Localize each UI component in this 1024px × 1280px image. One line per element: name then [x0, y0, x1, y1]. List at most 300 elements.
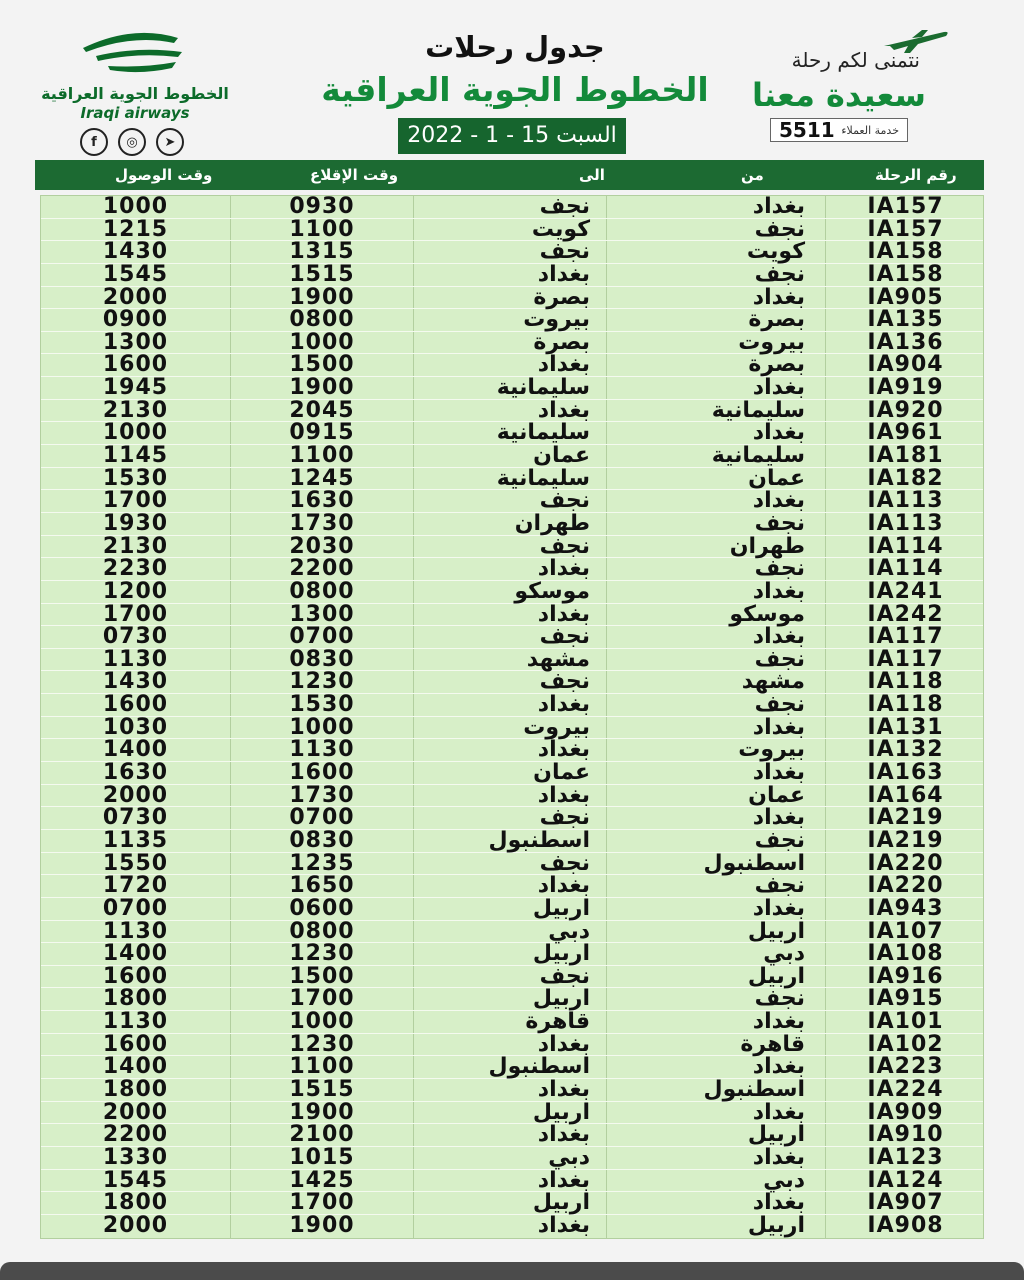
destination: اربيل: [532, 1190, 590, 1216]
origin: بغداد: [752, 1009, 805, 1035]
departure-time: 1730: [289, 510, 355, 536]
arrival-time: 1400: [102, 941, 169, 967]
table-row: [41, 850, 983, 876]
arrival-time: 2000: [102, 1099, 169, 1125]
destination: موسكو: [514, 578, 590, 604]
arrival-time: 2130: [102, 397, 169, 423]
origin: نجف: [754, 510, 805, 536]
destination: بغداد: [537, 873, 590, 899]
destination: بغداد: [537, 601, 590, 627]
table-row: [41, 1167, 983, 1193]
brand-name-english: Iraqi airways: [80, 104, 190, 122]
destination: بغداد: [537, 556, 590, 582]
flight-number: IA118: [867, 692, 944, 718]
origin: نجف: [754, 556, 805, 582]
table-row: [41, 762, 983, 785]
destination: نجف: [539, 805, 590, 831]
destination: اربيل: [532, 1099, 590, 1125]
flight-number: IA224: [867, 1076, 944, 1102]
flight-number: IA158: [867, 239, 944, 265]
arrival-time: 1600: [102, 963, 169, 989]
arrival-time: 1600: [102, 692, 169, 718]
origin: نجف: [754, 216, 805, 242]
arrival-time: 1630: [102, 760, 169, 786]
flight-number: IA158: [867, 261, 944, 287]
departure-time: 1900: [289, 1099, 355, 1125]
flight-number: IA157: [867, 216, 944, 242]
flight-number: IA909: [867, 1099, 944, 1125]
arrival-time: 1720: [102, 873, 169, 899]
origin: بغداد: [752, 1190, 805, 1216]
arrival-time: 1400: [102, 1054, 169, 1080]
departure-time: 1600: [289, 760, 355, 786]
destination: بصرة: [533, 329, 590, 355]
destination: بغداد: [537, 261, 590, 287]
destination: نجف: [539, 488, 590, 514]
departure-time: 0800: [289, 307, 355, 333]
destination: بغداد: [537, 1212, 590, 1238]
departure-time: 1100: [289, 216, 355, 242]
destination: نجف: [539, 850, 590, 876]
departure-time: 1130: [289, 737, 355, 763]
origin: عمان: [748, 465, 805, 491]
arrival-time: 1700: [102, 488, 169, 514]
departure-time: 0700: [289, 624, 355, 650]
flight-number: IA181: [867, 443, 944, 469]
header: [0, 0, 1024, 160]
arrival-time: 2000: [102, 284, 169, 310]
table-row: [41, 671, 983, 694]
origin: طهران: [729, 533, 805, 559]
departure-time: 0700: [289, 805, 355, 831]
flight-table: [40, 195, 984, 1239]
destination: بيروت: [523, 307, 590, 333]
departure-time: 1700: [289, 1190, 355, 1216]
destination: بغداد: [537, 1167, 590, 1193]
table-row: [41, 895, 983, 921]
flight-number: IA124: [867, 1167, 944, 1193]
flight-number: IA219: [867, 827, 944, 853]
table-row: [41, 827, 983, 853]
flight-number: IA241: [867, 578, 944, 604]
departure-time: 0800: [289, 578, 355, 604]
arrival-time: 2000: [102, 1212, 169, 1238]
departure-time: 1100: [289, 443, 355, 469]
arrival-time: 0730: [102, 624, 169, 650]
origin: بصرة: [748, 307, 805, 333]
column-to-header: الى: [579, 166, 605, 184]
column-arrival-header: وقت الوصول: [115, 166, 213, 184]
departure-time: 1900: [289, 1212, 355, 1238]
destination: نجف: [539, 239, 590, 265]
departure-time: 1515: [289, 1076, 355, 1102]
arrival-time: 1600: [102, 1031, 169, 1057]
origin: نجف: [754, 827, 805, 853]
schedule-date: السبت 15 - 1 - 2022: [398, 118, 626, 154]
facebook-icon[interactable]: f: [80, 128, 108, 156]
origin: بغداد: [752, 805, 805, 831]
table-row: [41, 918, 983, 944]
table-row: [41, 1192, 983, 1215]
arrival-time: 1545: [102, 1167, 169, 1193]
table-row: [41, 241, 983, 264]
destination: طهران: [514, 510, 590, 536]
table-row: [41, 601, 983, 627]
departure-time: 1300: [289, 601, 355, 627]
destination: دبي: [548, 1144, 590, 1170]
destination: سليمانية: [496, 465, 590, 491]
flight-number: IA905: [867, 284, 944, 310]
table-row: [41, 533, 983, 559]
departure-time: 1700: [289, 986, 355, 1012]
flight-number: IA136: [867, 329, 944, 355]
table-row: [41, 196, 983, 219]
table-row: [41, 354, 983, 377]
table-row: [41, 988, 983, 1011]
departure-time: 1000: [289, 714, 355, 740]
table-row: [41, 284, 983, 310]
departure-time: 1000: [289, 329, 355, 355]
arrival-time: 1135: [102, 827, 169, 853]
flight-number: IA157: [867, 194, 944, 219]
table-row: [41, 261, 983, 287]
table-row: [41, 782, 983, 808]
flight-number: IA219: [867, 805, 944, 831]
destination: عمان: [533, 443, 590, 469]
departure-time: 1015: [289, 1144, 355, 1170]
origin: اسطنبول: [703, 1076, 805, 1102]
origin: نجف: [754, 692, 805, 718]
departure-time: 0830: [289, 646, 355, 672]
origin: كويت: [746, 239, 805, 265]
origin: بغداد: [752, 284, 805, 310]
destination: بغداد: [537, 352, 590, 378]
column-flight-header: رقم الرحلة: [875, 166, 957, 184]
flight-number: IA920: [867, 397, 944, 423]
departure-time: 1425: [289, 1167, 355, 1193]
origin: بغداد: [752, 1144, 805, 1170]
origin: اربيل: [747, 918, 805, 944]
logo-mark-icon: [78, 28, 188, 78]
origin: دبي: [763, 941, 805, 967]
arrival-time: 0700: [102, 895, 169, 921]
flight-number: IA223: [867, 1054, 944, 1080]
flight-number: IA123: [867, 1144, 944, 1170]
brand-name-arabic: الخطوط الجوية العراقية: [41, 84, 229, 103]
table-row: [41, 1099, 983, 1125]
origin: بغداد: [752, 578, 805, 604]
flight-number: IA117: [867, 624, 944, 650]
table-row: [41, 1144, 983, 1170]
service-label: خدمة العملاء: [841, 123, 899, 137]
destination: اسطنبول: [488, 827, 590, 853]
origin: بغداد: [752, 1054, 805, 1080]
social-links: [80, 128, 184, 156]
table-row: [41, 1076, 983, 1102]
table-row: [41, 1056, 983, 1079]
flight-number: IA117: [867, 646, 944, 672]
origin: بغداد: [752, 1099, 805, 1125]
flight-number: IA113: [867, 488, 944, 514]
flight-number: IA242: [867, 601, 944, 627]
table-row: [41, 558, 983, 581]
origin: بغداد: [752, 624, 805, 650]
arrival-time: 2230: [102, 556, 169, 582]
flight-number: IA910: [867, 1122, 944, 1148]
flight-number: IA907: [867, 1190, 944, 1216]
footer-bar: [0, 1262, 1024, 1280]
arrival-time: 0900: [102, 307, 169, 333]
flight-number: IA114: [867, 556, 944, 582]
flight-number: IA220: [867, 850, 944, 876]
table-row: [41, 422, 983, 445]
origin: بغداد: [752, 420, 805, 446]
departure-time: 0930: [289, 194, 355, 219]
departure-time: 1630: [289, 488, 355, 514]
arrival-time: 1700: [102, 601, 169, 627]
table-header: [35, 160, 984, 190]
origin: قاهرة: [740, 1031, 805, 1057]
departure-time: 1235: [289, 850, 355, 876]
departure-time: 1530: [289, 692, 355, 718]
table-row: [41, 510, 983, 536]
destination: اربيل: [532, 941, 590, 967]
arrival-time: 1800: [102, 1190, 169, 1216]
departure-time: 1500: [289, 963, 355, 989]
origin: اربيل: [747, 963, 805, 989]
flight-number: IA108: [867, 941, 944, 967]
flight-number: IA163: [867, 760, 944, 786]
destination: سليمانية: [496, 375, 590, 401]
flight-number: IA908: [867, 1212, 944, 1238]
origin: بغداد: [752, 375, 805, 401]
departure-time: 1730: [289, 782, 355, 808]
origin: نجف: [754, 986, 805, 1012]
arrival-time: 1300: [102, 329, 169, 355]
destination: اسطنبول: [488, 1054, 590, 1080]
origin: بغداد: [752, 194, 805, 219]
flight-number: IA915: [867, 986, 944, 1012]
destination: بغداد: [537, 1122, 590, 1148]
wish-text: نتمنى لكم رحلة: [791, 48, 920, 72]
destination: بغداد: [537, 1076, 590, 1102]
arrival-time: 1550: [102, 850, 169, 876]
flight-number: IA919: [867, 375, 944, 401]
airline-logo: [40, 28, 230, 158]
origin: نجف: [754, 646, 805, 672]
table-row: [41, 963, 983, 989]
destination: كويت: [531, 216, 590, 242]
arrival-time: 1930: [102, 510, 169, 536]
destination: بيروت: [523, 714, 590, 740]
instagram-icon[interactable]: ◎: [118, 128, 146, 156]
destination: بغداد: [537, 737, 590, 763]
departure-time: 1315: [289, 239, 355, 265]
table-row: [41, 578, 983, 604]
origin: نجف: [754, 261, 805, 287]
flight-number: IA943: [867, 895, 944, 921]
column-from-header: من: [741, 166, 764, 184]
table-row: [41, 1011, 983, 1034]
destination: نجف: [539, 533, 590, 559]
flight-number: IA118: [867, 669, 944, 695]
table-row: [41, 626, 983, 649]
table-row: [41, 445, 983, 468]
destination: نجف: [539, 194, 590, 219]
origin: اربيل: [747, 1122, 805, 1148]
flight-number: IA182: [867, 465, 944, 491]
table-row: [41, 329, 983, 355]
destination: بصرة: [533, 284, 590, 310]
table-row: [41, 1212, 983, 1238]
service-number: 5511: [779, 118, 835, 142]
flight-number: IA135: [867, 307, 944, 333]
arrival-time: 1800: [102, 1076, 169, 1102]
table-row: [41, 490, 983, 513]
arrival-time: 1000: [102, 420, 169, 446]
departure-time: 2045: [289, 397, 355, 423]
table-row: [41, 943, 983, 966]
table-row: [41, 739, 983, 762]
customer-service-box: [770, 118, 908, 142]
flight-number: IA113: [867, 510, 944, 536]
flight-number: IA961: [867, 420, 944, 446]
arrival-time: 2130: [102, 533, 169, 559]
flight-rows: [41, 196, 983, 1237]
origin: موسكو: [729, 601, 805, 627]
destination: نجف: [539, 669, 590, 695]
destination: سليمانية: [496, 420, 590, 446]
destination: نجف: [539, 624, 590, 650]
origin: اسطنبول: [703, 850, 805, 876]
origin: نجف: [754, 873, 805, 899]
origin: بصرة: [748, 352, 805, 378]
flight-number: IA220: [867, 873, 944, 899]
table-row: [41, 377, 983, 400]
origin: بغداد: [752, 760, 805, 786]
arrival-time: 0730: [102, 805, 169, 831]
arrival-time: 1430: [102, 239, 169, 265]
arrival-time: 2000: [102, 782, 169, 808]
departure-time: 1500: [289, 352, 355, 378]
page-subtitle: الخطوط الجوية العراقية: [321, 70, 709, 109]
table-row: [41, 646, 983, 672]
flight-number: IA114: [867, 533, 944, 559]
origin: بيروت: [738, 329, 805, 355]
origin: اربيل: [747, 1212, 805, 1238]
departure-time: 1230: [289, 669, 355, 695]
arrival-time: 1945: [102, 375, 169, 401]
destination: مشهد: [526, 646, 590, 672]
destination: عمان: [533, 760, 590, 786]
flight-number: IA916: [867, 963, 944, 989]
arrival-time: 1030: [102, 714, 169, 740]
departure-time: 1515: [289, 261, 355, 287]
origin: سليمانية: [711, 443, 805, 469]
arrival-time: 1200: [102, 578, 169, 604]
table-row: [41, 875, 983, 898]
arrival-time: 1600: [102, 352, 169, 378]
origin: مشهد: [741, 669, 805, 695]
table-row: [41, 1031, 983, 1057]
arrival-time: 1800: [102, 986, 169, 1012]
arrival-time: 1545: [102, 261, 169, 287]
arrival-time: 1130: [102, 918, 169, 944]
table-row: [41, 807, 983, 830]
departure-time: 1230: [289, 1031, 355, 1057]
arrival-time: 1215: [102, 216, 169, 242]
arrival-time: 1000: [102, 194, 169, 219]
origin: بيروت: [738, 737, 805, 763]
arrival-time: 2200: [102, 1122, 169, 1148]
departure-time: 1650: [289, 873, 355, 899]
origin: بغداد: [752, 895, 805, 921]
destination: قاهرة: [525, 1009, 590, 1035]
flight-number: IA132: [867, 737, 944, 763]
flight-number: IA101: [867, 1009, 944, 1035]
flight-number: IA164: [867, 782, 944, 808]
destination: نجف: [539, 963, 590, 989]
departure-time: 0800: [289, 918, 355, 944]
departure-time: 2030: [289, 533, 355, 559]
happy-text: سعيدة معنا: [751, 76, 926, 114]
flight-number: IA102: [867, 1031, 944, 1057]
arrival-time: 1130: [102, 1009, 169, 1035]
destination: بغداد: [537, 1031, 590, 1057]
destination: دبي: [548, 918, 590, 944]
arrival-time: 1400: [102, 737, 169, 763]
arrival-time: 1530: [102, 465, 169, 491]
flight-number: IA107: [867, 918, 944, 944]
flight-number: IA904: [867, 352, 944, 378]
departure-time: 1245: [289, 465, 355, 491]
departure-time: 1230: [289, 941, 355, 967]
departure-time: 0600: [289, 895, 355, 921]
table-row: [41, 465, 983, 491]
departure-time: 1900: [289, 375, 355, 401]
origin: بغداد: [752, 488, 805, 514]
origin: عمان: [748, 782, 805, 808]
departure-time: 1000: [289, 1009, 355, 1035]
arrival-time: 1145: [102, 443, 169, 469]
destination: بغداد: [537, 692, 590, 718]
table-row: [41, 694, 983, 717]
arrival-time: 1330: [102, 1144, 169, 1170]
flight-number: IA131: [867, 714, 944, 740]
table-row: [41, 1124, 983, 1147]
departure-time: 0915: [289, 420, 355, 446]
departure-time: 1100: [289, 1054, 355, 1080]
destination: بغداد: [537, 782, 590, 808]
destination: اربيل: [532, 986, 590, 1012]
table-row: [41, 309, 983, 332]
arrival-time: 1130: [102, 646, 169, 672]
origin: سليمانية: [711, 397, 805, 423]
table-row: [41, 397, 983, 423]
table-row: [41, 216, 983, 242]
origin: دبي: [763, 1167, 805, 1193]
departure-time: 1900: [289, 284, 355, 310]
destination: اربيل: [532, 895, 590, 921]
departure-time: 2100: [289, 1122, 355, 1148]
departure-time: 0830: [289, 827, 355, 853]
column-departure-header: وقت الإقلاع: [310, 166, 399, 184]
page-title: جدول رحلات: [425, 30, 605, 64]
departure-time: 2200: [289, 556, 355, 582]
table-row: [41, 714, 983, 740]
destination: بغداد: [537, 397, 590, 423]
telegram-icon[interactable]: ➤: [156, 128, 184, 156]
